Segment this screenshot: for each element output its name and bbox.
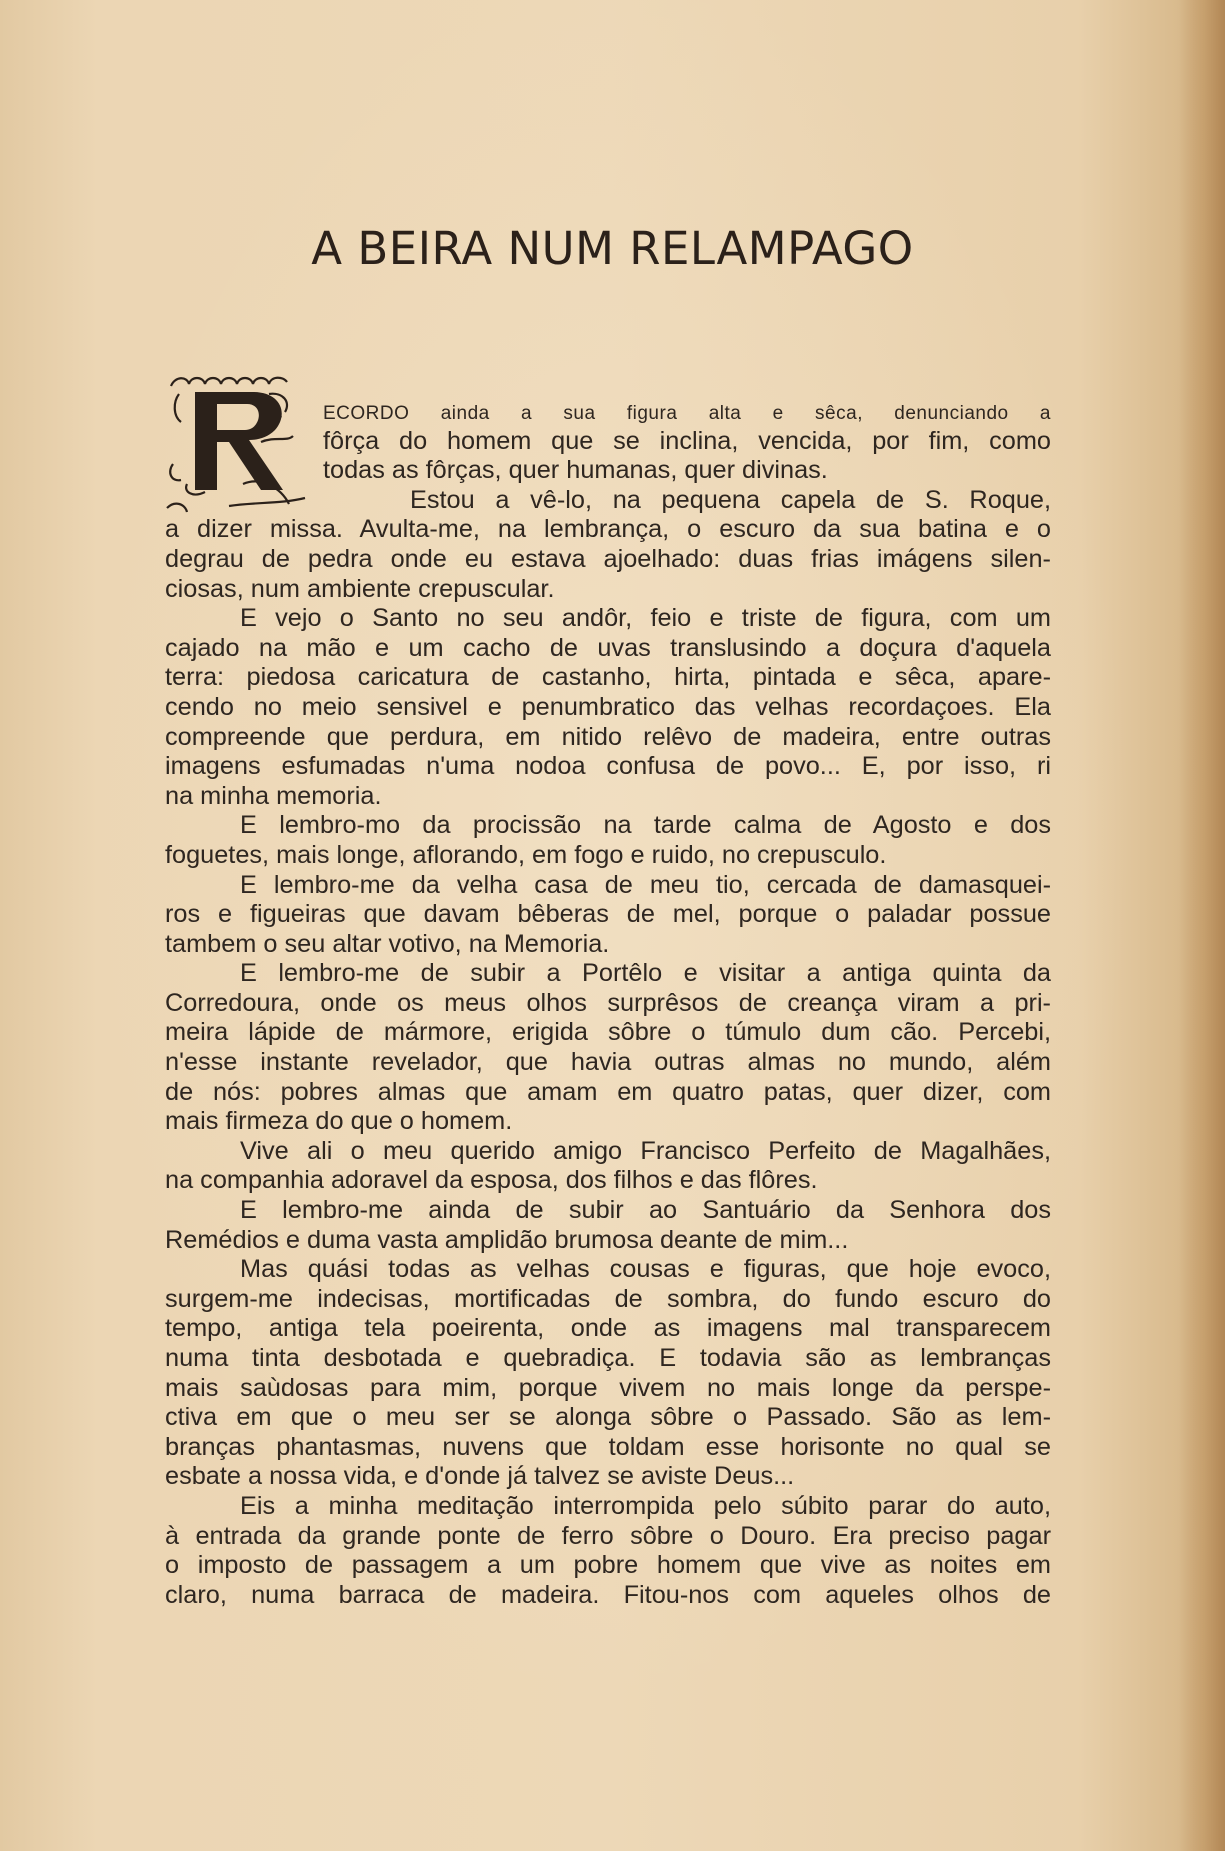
text-line: Vive ali o meu querido amigo Francisco Perfeito de Magalhães,: [240, 1136, 1051, 1165]
text-line: tempo, antiga tela poeirenta, onde as imagens mal transparecem: [165, 1314, 1051, 1343]
text-line: meira lápide de mármore, erigida sôbre o túmulo dum cão. Percebi,: [165, 1018, 1051, 1047]
text-line: na companhia adoravel da esposa, dos filhos e das flôres.: [165, 1166, 818, 1195]
text-line: E lembro-mo da procissão na tarde calma de Agosto e dos: [240, 811, 1051, 840]
text-line: ros e figueiras que davam bêberas de mel, porque o paladar possue: [165, 900, 1051, 929]
text-line-content: ECORDO ainda a sua figura alta e sêca, denunciando a: [323, 403, 1051, 424]
text-line: E vejo o Santo no seu andôr, feio e triste de figura, com um: [240, 604, 1051, 633]
text-line: a dizer missa. Avulta-me, na lembrança, o escuro da sua batina e o: [165, 515, 1051, 544]
chapter-title: A BEIRA NUM RELAMPAGO: [311, 222, 914, 275]
drop-cap-letter: R: [165, 372, 166, 373]
text-line: mais saùdosas para mim, porque vivem no mais longe da perspe-: [165, 1373, 1051, 1402]
text-line: ciosas, num ambiente crepuscular.: [165, 574, 555, 603]
text-line: numa tinta desbotada e quebradiça. E todavia são as lembranças: [165, 1344, 1051, 1372]
text-line: [323, 397, 1051, 427]
text-line: todas as fôrças, quer humanas, quer divinas.: [323, 456, 828, 485]
text-line: E lembro-me de subir a Portêlo e visitar a antiga quinta da: [240, 959, 1051, 988]
text-line: mais firmeza do que o homem.: [165, 1107, 513, 1136]
text-line: compreende que perdura, em nitido relêvo de madeira, entre outras: [165, 722, 1051, 751]
text-line: E lembro-me ainda de subir ao Santuário da Senhora dos: [240, 1196, 1051, 1225]
page-edge-shadow: [1179, 0, 1225, 1851]
body-text: [165, 397, 1051, 1610]
text-line: foguetes, mais longe, aflorando, em fogo e ruido, no crepusculo.: [165, 840, 887, 869]
text-line: na minha memoria.: [165, 781, 382, 810]
text-line: cajado na mão e um cacho de uvas translusindo a doçura d'aquela: [165, 633, 1051, 662]
text-line: de nós: pobres almas que amam em quatro patas, quer dizer, com: [165, 1077, 1051, 1106]
text-line: o imposto de passagem a um pobre homem que vive as noites em: [165, 1551, 1051, 1580]
text-line: claro, numa barraca de madeira. Fitou-nos com aqueles olhos de: [165, 1580, 1051, 1609]
text-line: Corredoura, onde os meus olhos surprêsos de creança viram a pri-: [165, 988, 1051, 1017]
text-line: surgem-me indecisas, mortificadas de sombra, do fundo escuro do: [165, 1284, 1051, 1313]
text-line: fôrça do homem que se inclina, vencida, por fim, como: [323, 426, 1051, 455]
text-line: Mas quási todas as velhas cousas e figuras, que hoje evoco,: [240, 1255, 1051, 1284]
text-line: E lembro-me da velha casa de meu tio, cercada de damasquei-: [240, 870, 1051, 899]
text-line: degrau de pedra onde eu estava ajoelhado: duas frias imágens silen-: [165, 544, 1051, 573]
text-line: imagens esfumadas n'uma nodoa confusa de povo... E, por isso, ri: [165, 752, 1051, 781]
text-line: Remédios e duma vasta amplidão brumosa deante de mim...: [165, 1225, 849, 1254]
text-line: ctiva em que o meu ser se alonga sôbre o Passado. São as lem-: [165, 1403, 1051, 1432]
text-line: esbate a nossa vida, e d'onde já talvez se aviste Deus...: [165, 1462, 795, 1491]
text-line: Eis a minha meditação interrompida pelo súbito parar do auto,: [240, 1491, 1051, 1520]
text-line: Estou a vê-lo, na pequena capela de S. Roque,: [410, 485, 1051, 514]
text-line: cendo no meio sensivel e penumbratico das velhas recordaçoes. Ela: [165, 692, 1051, 721]
text-line: tambem o seu altar votivo, na Memoria.: [165, 929, 610, 958]
text-line: terra: piedosa caricatura de castanho, hirta, pintada e sêca, apare-: [165, 663, 1051, 692]
text-line: n'esse instante revelador, que havia outras almas no mundo, além: [165, 1048, 1051, 1077]
text-line: à entrada da grande ponte de ferro sôbre o Douro. Era preciso pagar: [165, 1521, 1051, 1550]
text-line: branças phantasmas, nuvens que toldam esse horisonte no qual se: [165, 1432, 1051, 1461]
